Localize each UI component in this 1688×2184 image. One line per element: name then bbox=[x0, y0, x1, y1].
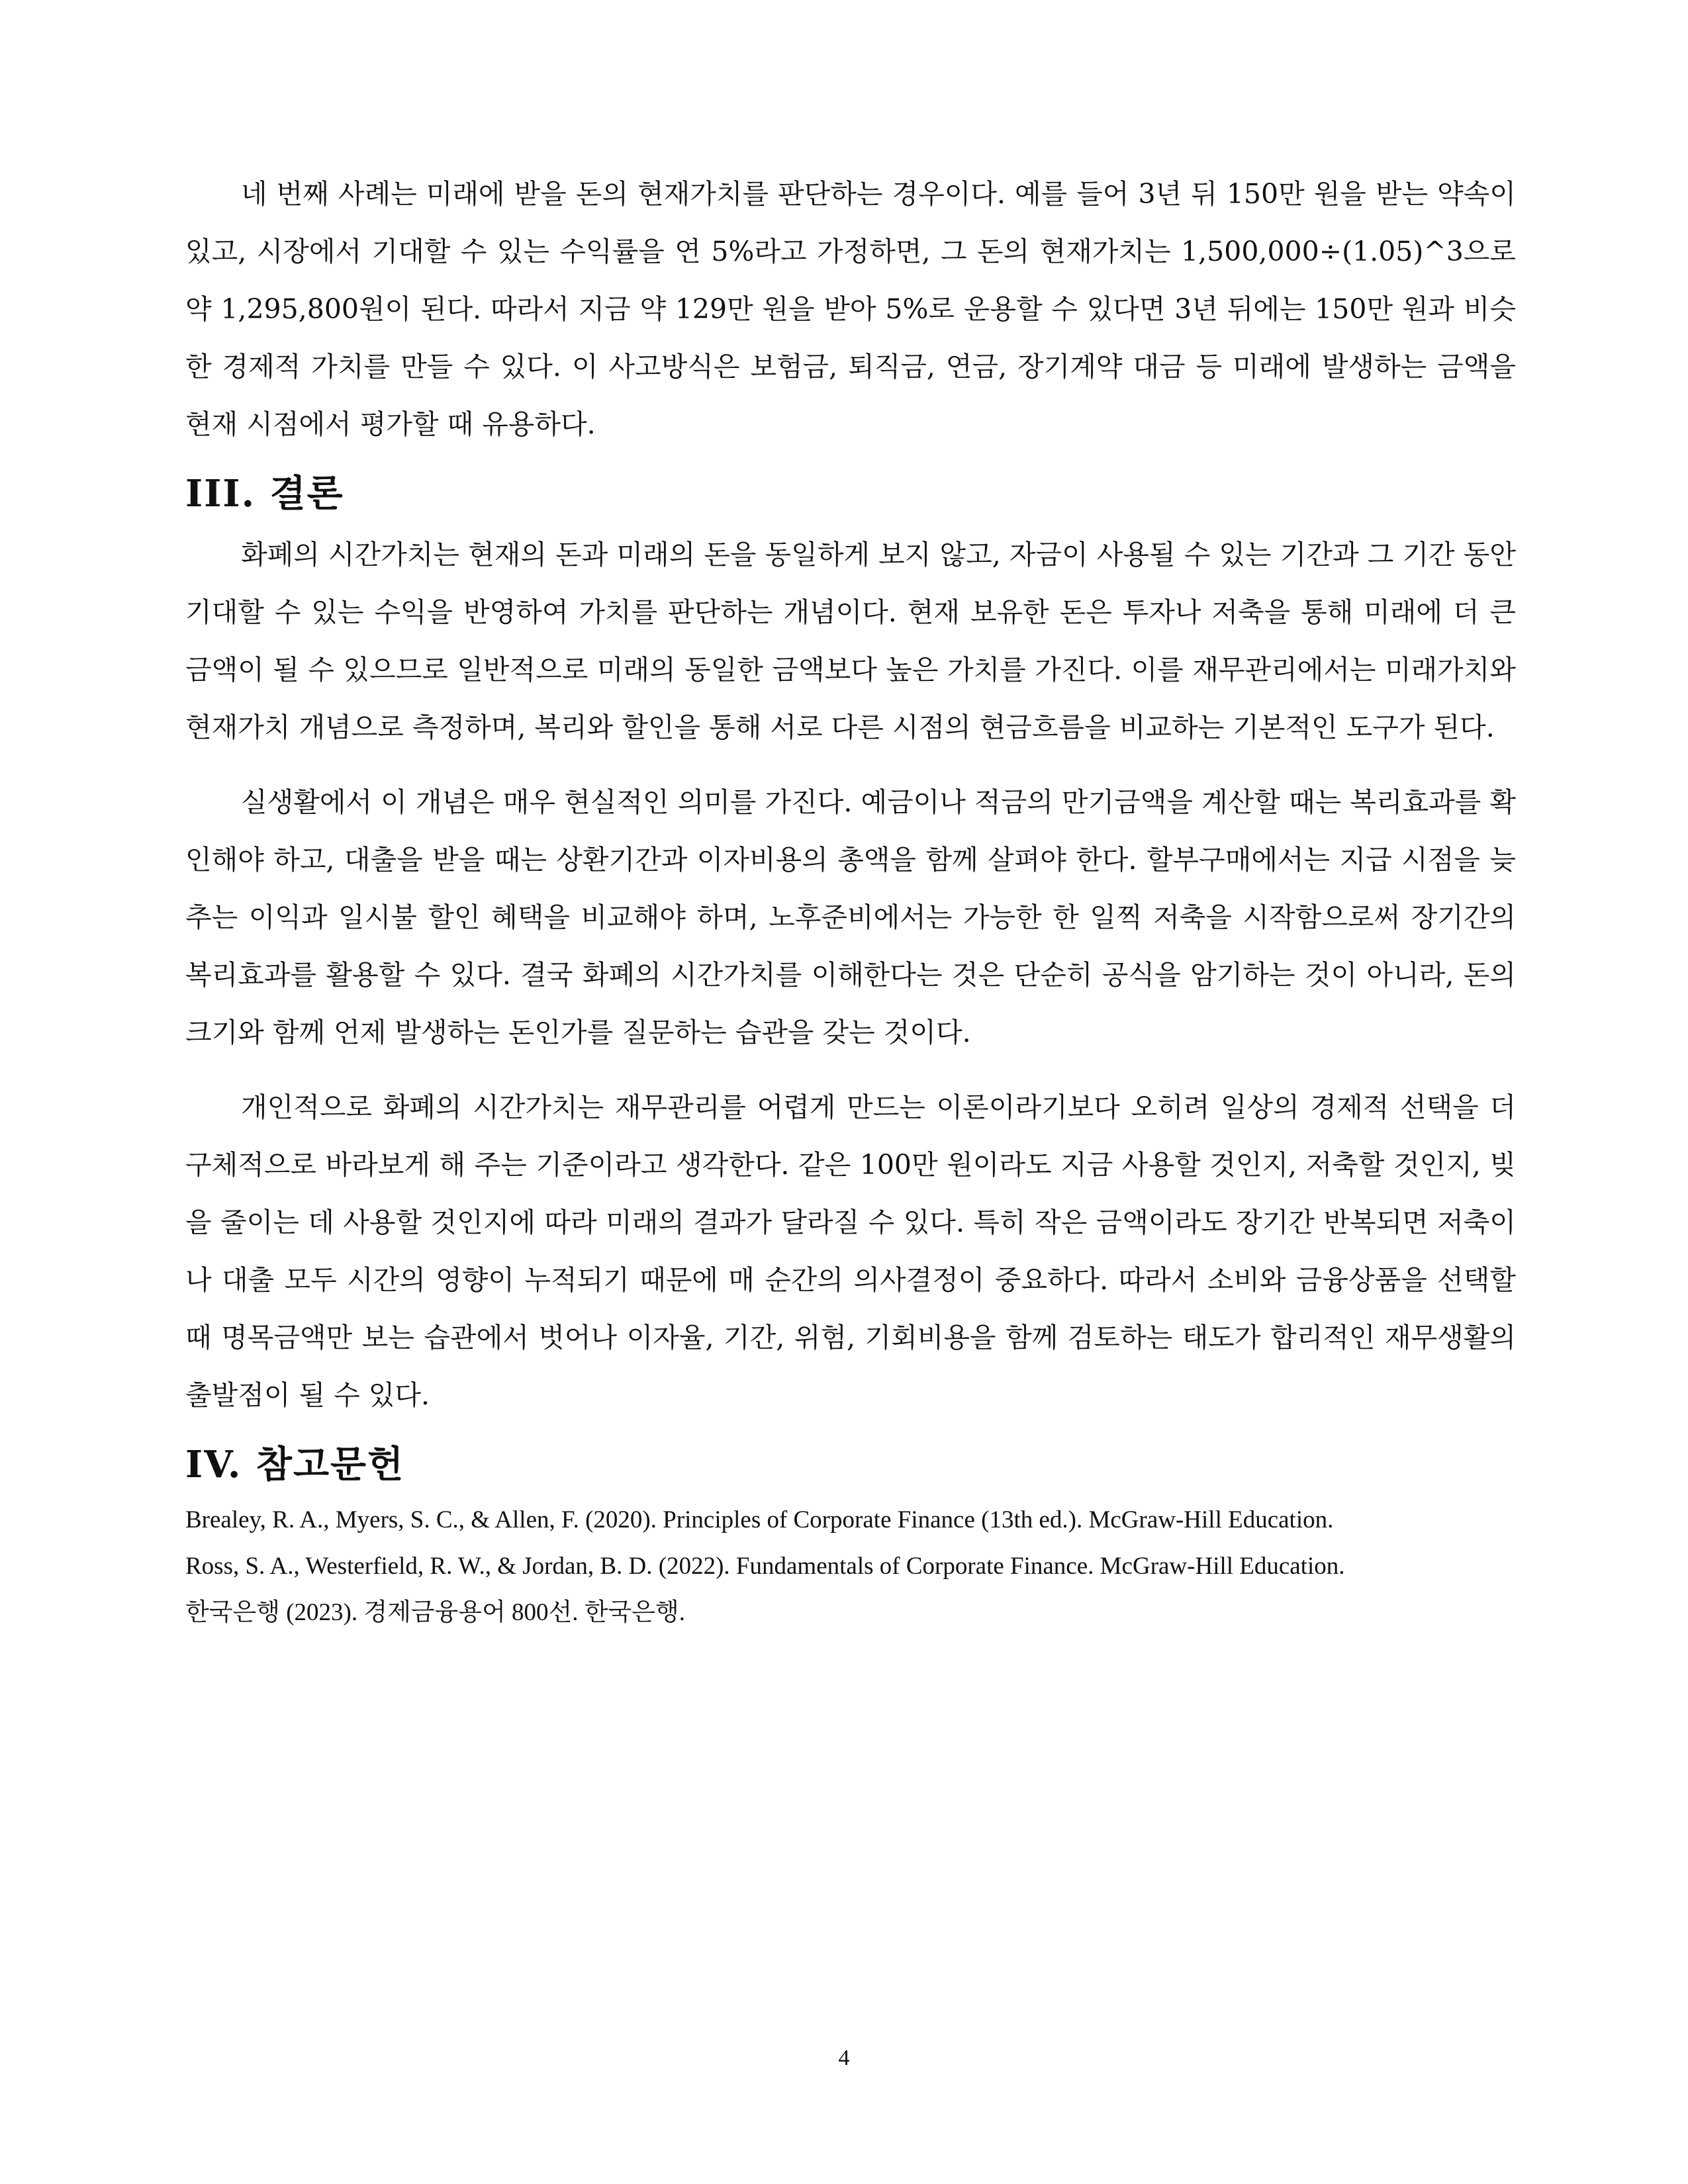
conclusion-paragraph-3: 개인적으로 화폐의 시간가치는 재무관리를 어렵게 만드는 이론이라기보다 오히려 일상의 경제적 선택을 더 구체적으로 바라보게 해 주는 기준이라고 생각한다. 같은 100만 원이라도 지금 사용할 것인지, 저축할 것인지, 빚을 줄이는 데 사용할 것인지에 따라 미래의 결과가 달라질 수 있다. 특히 작은 금액이라도 장기간 반복되면 저축이나 대출 모두 시간의 영향이 누적되기 때문에 매 순간의 의사결정이 중요하다. 따라서 소비와 금융상품을 선택할 때 명목금액만 보는 습관에서 벗어나 이자율, 기간, 위험, 기회비용을 함께 검토하는 태도가 합리적인 재무생활의 출발점이 될 수 있다. bbox=[185, 1091, 1516, 1411]
reference-item: 한국은행 (2023). 경제금융용어 800선. 한국은행. bbox=[185, 1599, 686, 1626]
intro-paragraph: 네 번째 사례는 미래에 받을 돈의 현재가치를 판단하는 경우이다. 예를 들어 3년 뒤 150만 원을 받는 약속이 있고, 시장에서 기대할 수 있는 수익률을 연 5%라고 가정하면, 그 돈의 현재가치는 1,500,000÷(1.05)^3으로 약 1,295,800원이 된다. 따라서 지금 약 129만 원을 받아 5%로 운용할 수 있다면 3년 뒤에는 150만 원과 비슷한 경제적 가치를 만들 수 있다. 이 사고방식은 보험금, 퇴직금, 연금, 장기계약 대금 등 미래에 발생하는 금액을 현재 시점에서 평가할 때 유용하다. bbox=[185, 178, 1516, 440]
conclusion-heading: III. 결론 bbox=[185, 472, 344, 516]
page-number: 4 bbox=[838, 2046, 850, 2070]
reference-list bbox=[185, 1497, 1516, 1636]
reference-item: Brealey, R. A., Myers, S. C., & Allen, F. (2020). Principles of Corporate Finance (13th ed.). McGraw-Hill Education. bbox=[185, 1506, 1334, 1533]
conclusion-paragraph-1: 화폐의 시간가치는 현재의 돈과 미래의 돈을 동일하게 보지 않고, 자금이 사용될 수 있는 기간과 그 기간 동안 기대할 수 있는 수익을 반영하여 가치를 판단하는 개념이다. 현재 보유한 돈은 투자나 저축을 통해 미래에 더 큰 금액이 될 수 있으므로 일반적으로 미래의 동일한 금액보다 높은 가치를 가진다. 이를 재무관리에서는 미래가치와 현재가치 개념으로 측정하며, 복리와 할인을 통해 서로 다른 시점의 현금흐름을 비교하는 기본적인 도구가 된다. bbox=[185, 539, 1516, 743]
page-content bbox=[185, 165, 1516, 1636]
conclusion-paragraph-2: 실생활에서 이 개념은 매우 현실적인 의미를 가진다. 예금이나 적금의 만기금액을 계산할 때는 복리효과를 확인해야 하고, 대출을 받을 때는 상환기간과 이자비용의 총액을 함께 살펴야 한다. 할부구매에서는 지급 시점을 늦추는 이익과 일시불 할인 혜택을 비교해야 하며, 노후준비에서는 가능한 한 일찍 저축을 시작함으로써 장기간의 복리효과를 활용할 수 있다. 결국 화폐의 시간가치를 이해한다는 것은 단순히 공식을 암기하는 것이 아니라, 돈의 크기와 함께 언제 발생하는 돈인가를 질문하는 습관을 갖는 것이다. bbox=[185, 786, 1516, 1048]
reference-item: Ross, S. A., Westerfield, R. W., & Jordan, B. D. (2022). Fundamentals of Corporate Finance. McGraw-Hill Education. bbox=[185, 1553, 1345, 1580]
references-heading: IV. 참고문헌 bbox=[185, 1443, 405, 1486]
